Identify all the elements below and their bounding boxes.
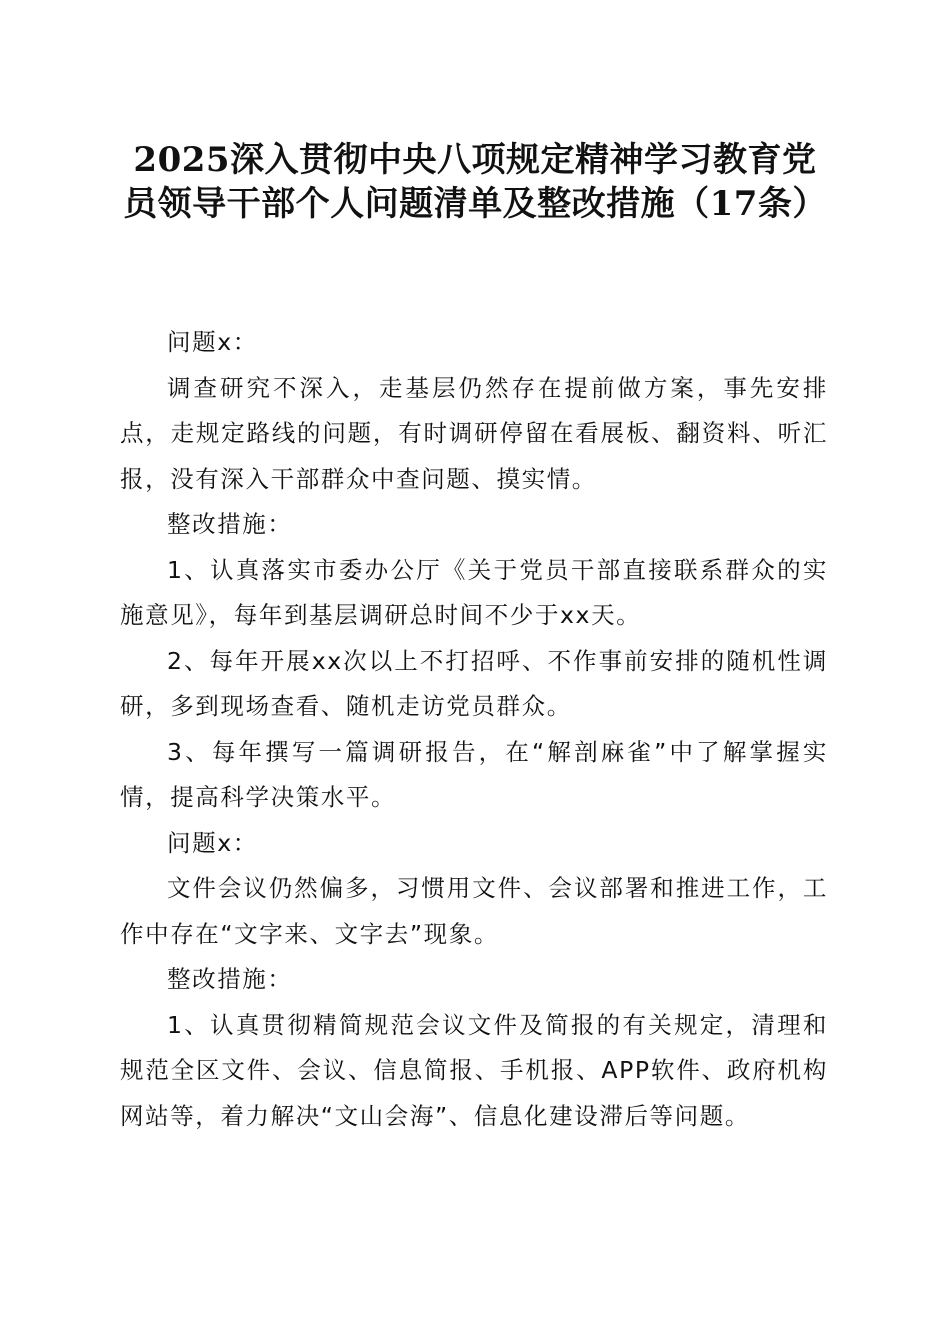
measure-item: 1、认真落实市委办公厅《关于党员干部直接联系群众的实施意见》，每年到基层调研总时间不少于xx天。 [120,555,828,629]
measure-item: 2、每年开展xx次以上不打招呼、不作事前安排的随机性调研，多到现场查看、随机走访党员群众。 [120,646,828,720]
measures-heading: 整改措施： [167,510,293,538]
document-body [120,320,828,1139]
measures-heading: 整改措施： [167,965,293,993]
problem-heading: 问题x： [167,828,258,857]
document-title: 2025深入贯彻中央八项规定精神学习教育党员领导干部个人问题清单及整改措施（17条） [123,140,827,224]
problem-description: 调查研究不深入，走基层仍然存在提前做方案，事先安排点，走规定路线的问题，有时调研停留在看展板、翻资料、听汇报，没有深入干部群众中查问题、摸实情。 [120,373,828,493]
measure-item: 1、认真贯彻精简规范会议文件及简报的有关规定，清理和规范全区文件、会议、信息简报、手机报、APP软件、政府机构网站等，着力解决“文山会海”、信息化建设滞后等问题。 [120,1010,828,1130]
measure-item: 3、每年撰写一篇调研报告，在“解剖麻雀”中了解掌握实情，提高科学决策水平。 [120,737,828,811]
problem-heading: 问题x： [167,328,258,356]
problem-description: 文件会议仍然偏多，习惯用文件、会议部署和推进工作，工作中存在“文字来、文字去”现象。 [120,874,828,948]
